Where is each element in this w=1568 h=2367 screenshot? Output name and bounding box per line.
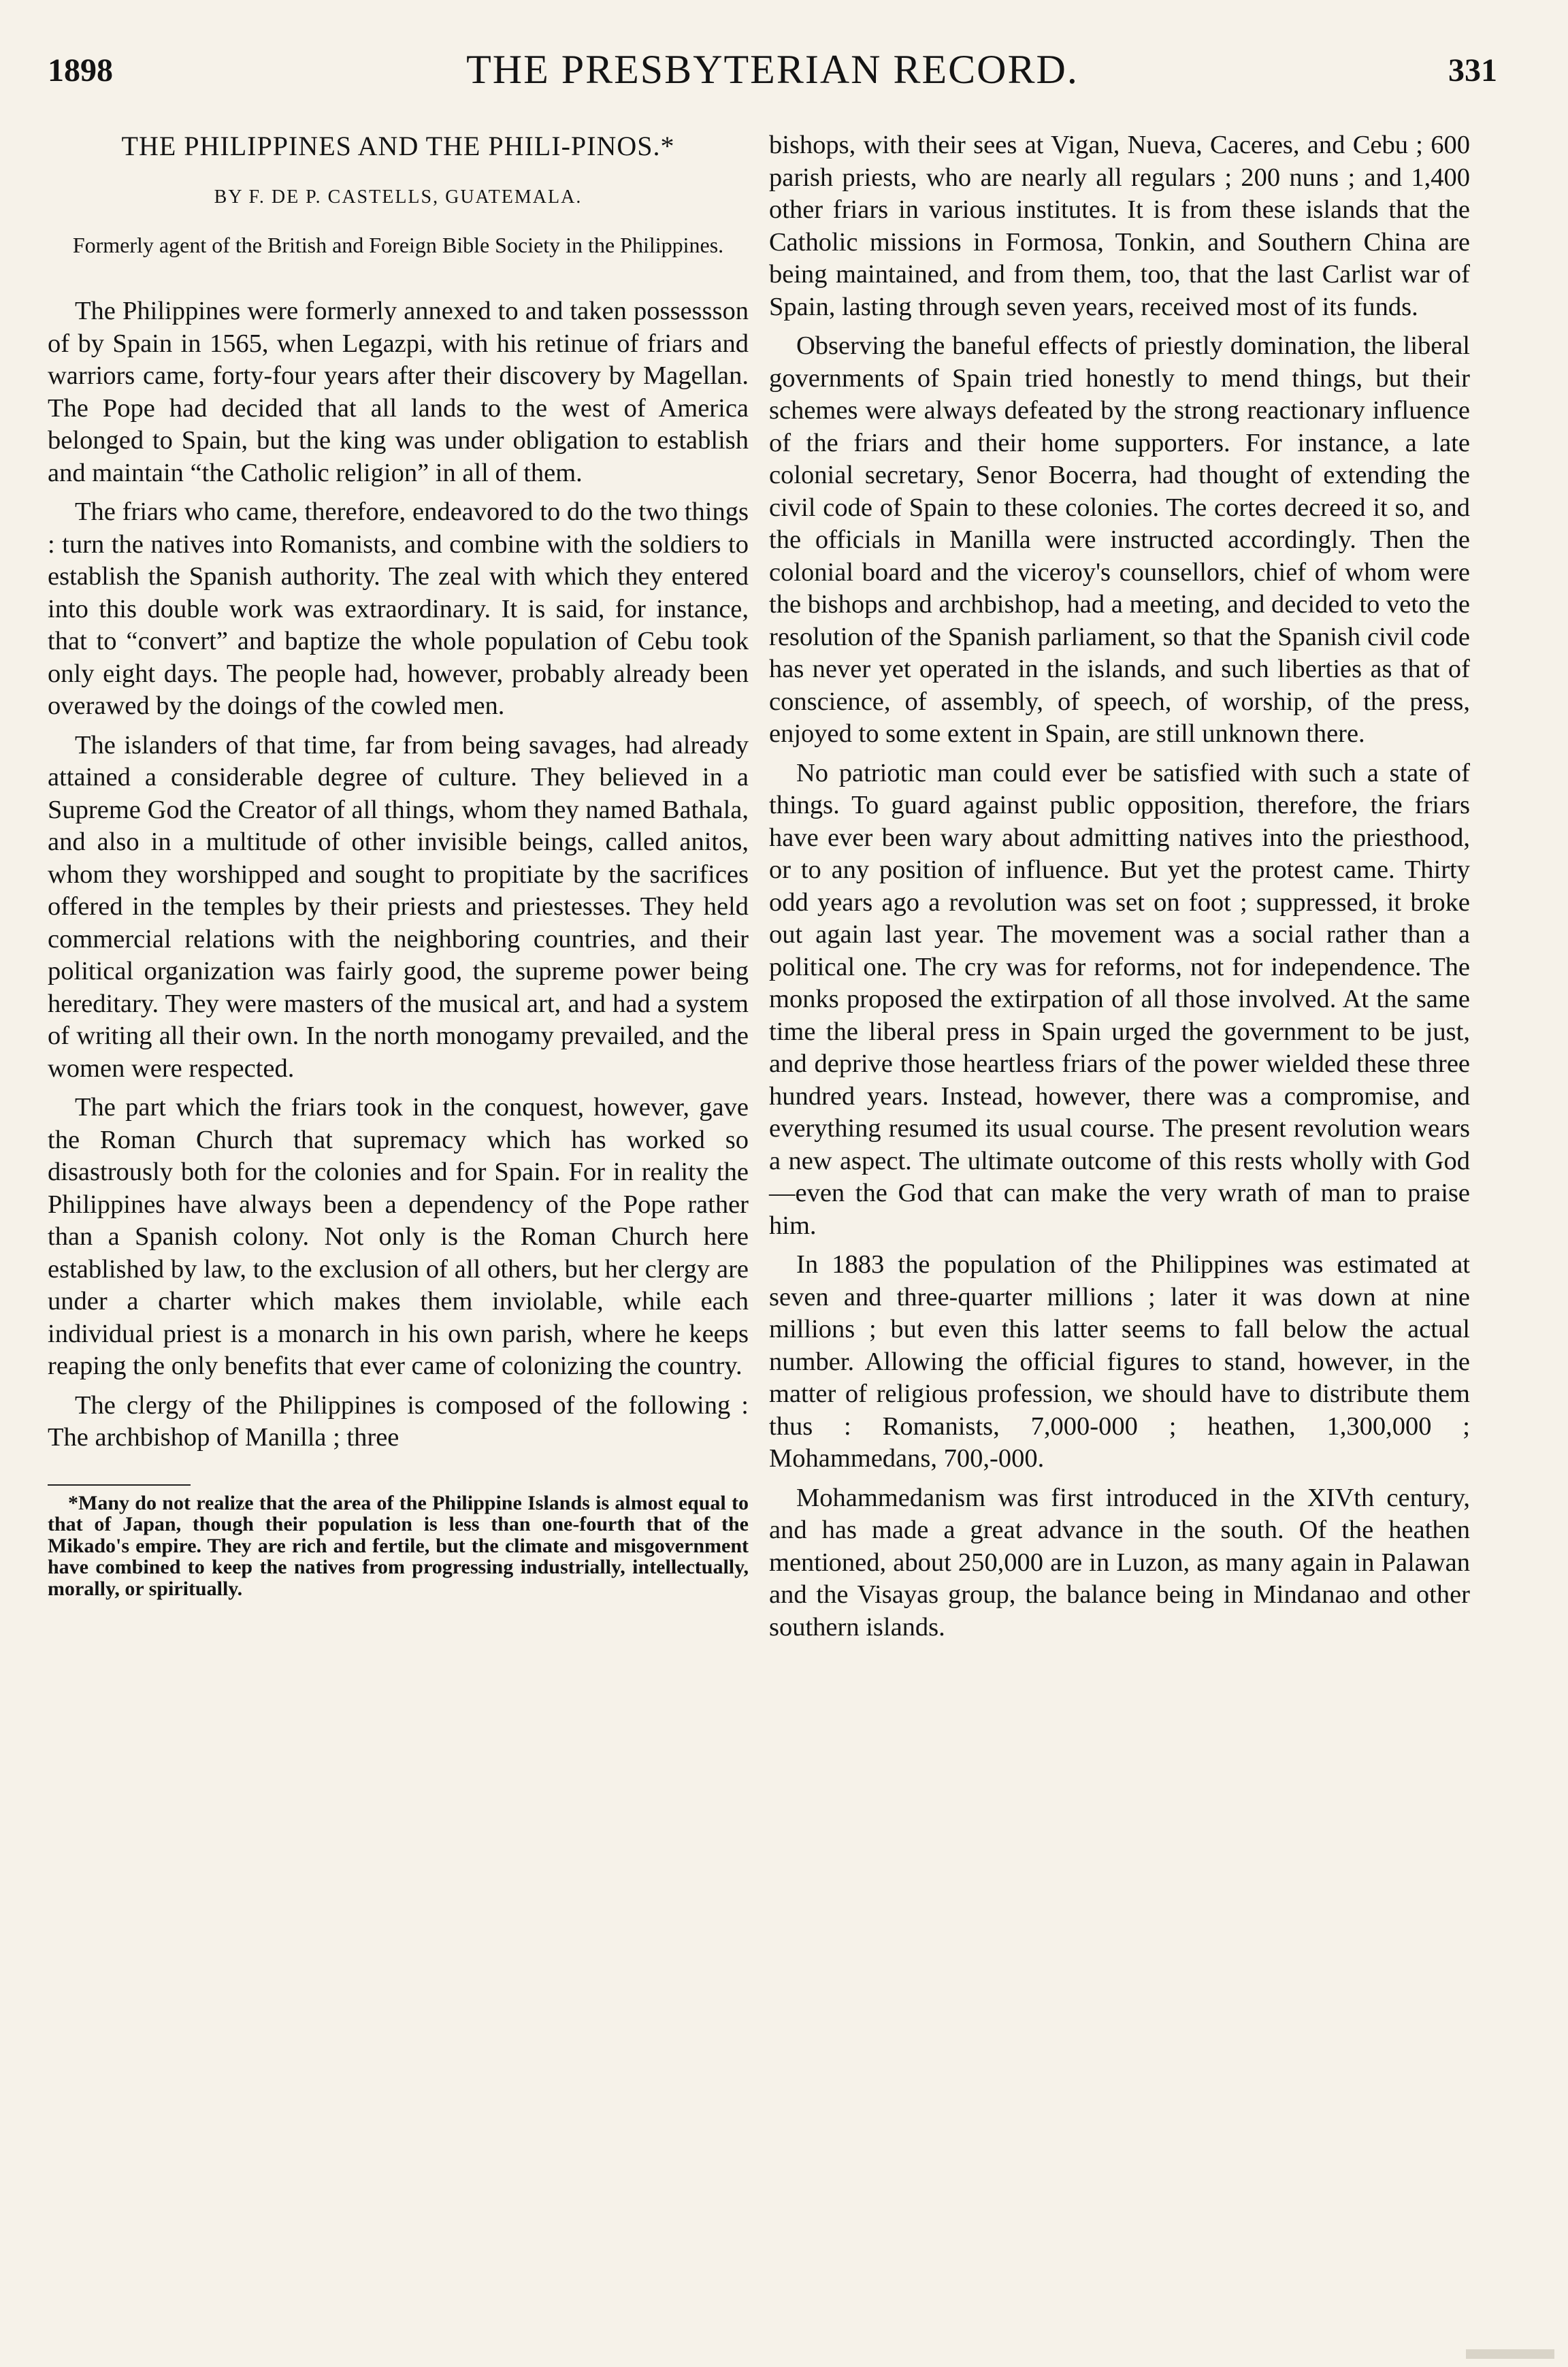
- paragraph: The islanders of that time, far from being savages, had already attained a considerable degree of culture. They believed in a Supreme God the Creator of all things, whom they named Bathala, and also in a multitude of other invisible beings, called anitos, whom they worshipped and sought to propitiate by the sacrifices offered in the temples by their priests and priestesses. They held commercial relations with the neighboring countries, and their political organization was fairly good, the supreme power being hereditary. They were masters of the musical art, and had a system of writing all their own. In the north monogamy prevailed, and the women were respected.: [48, 730, 749, 1083]
- article-byline: BY F. DE P. CASTELLS, GUATEMALA.: [214, 186, 583, 208]
- header-page-number: 331: [1448, 52, 1497, 88]
- paragraph: No patriotic man could ever be satisfied with such a state of things. To guard against public opposition, therefore, the friars have ever been wary about admitting natives into the priesthood, or to any position of influence. But yet the protest came. Thirty odd years ago a revolution was set on foot ; suppressed, it broke out again last year. The movement was a social rather than a political one. The cry was for reforms, not for independence. The monks proposed the extirpation of all those involved. At the same time the liberal press in Spain urged the government to be just, and deprive those heartless friars of the power wielded these three hundred years. Instead, however, there was a compromise, and everything resumed its usual course. The present revolution wears a new aspect. The ultimate outcome of this rests wholly with God—even the God that can make the very wrath of man to praise him.: [769, 758, 1470, 1240]
- paragraph: In 1883 the population of the Philippines was estimated at seven and three-quarter millions ; later it was down at nine millions ; but even this latter seems to fall below the actual number. Allowing the official figures to stand, however, in the matter of religious profession, we should have to distribute them thus : Romanists, 7,000-000 ; heathen, 1,300,000 ; Mohammedans, 700,-000.: [769, 1250, 1470, 1473]
- paragraph: The friars who came, therefore, endeavored to do the two things : turn the natives into Romanists, and combine with the soldiers to establish the Spanish authority. The zeal with which they entered into this double work was extraordinary. It is said, for instance, that to “convert” and baptize the whole population of Cebu took only eight days. The people had, however, probably already been overawed by the doings of the cowled men.: [48, 497, 749, 720]
- header-year: 1898: [48, 52, 113, 88]
- author-note: Formerly agent of the British and Foreign Bible Society in the Philippines.: [72, 233, 724, 257]
- right-column: [769, 129, 1470, 1644]
- paragraph: The clergy of the Philippines is composed of the following : The archbishop of Manilla ; three: [48, 1390, 749, 1452]
- footnote: *Many do not realize that the area of the Philippine Islands is almost equal to that of Japan, though their population is less than one-fourth that of the Mikado's empire. They are rich and fertile, but the climate and misgovernment have combined to keep the natives from progressing industrially, intellectually, morally, or spiritually.: [48, 1491, 749, 1600]
- page-header: [48, 46, 1497, 101]
- paragraph: bishops, with their sees at Vigan, Nueva, Caceres, and Cebu ; 600 parish priests, who are nearly all regulars ; 200 nuns ; and 1,400 other friars in various institutes. It is from these islands that the Catholic missions in Formosa, Tonkin, and Southern China are being maintained, and from them, too, that the last Carlist war of Spain, lasting through seven years, received most of its funds.: [769, 131, 1470, 321]
- paragraph: The part which the friars took in the conquest, however, gave the Roman Church that supremacy which has worked so disastrously both for the colonies and for Spain. For in reality the Philippines have always been a dependency of the Pope rather than a Spanish colony. Not only is the Roman Church here established by law, to the exclusion of all others, but her clergy are under a charter which makes them inviolable, while each individual priest is a monarch in his own parish, where he keeps reaping the only benefits that ever came of colonizing the country.: [48, 1093, 749, 1380]
- paragraph: Observing the baneful effects of priestly domination, the liberal governments of Spain tried honestly to mend things, but their schemes were always defeated by the strong reactionary influence of the friars and their home supporters. For instance, a late colonial secretary, Senor Bocerra, had thought of extending the civil code of Spain to these colonies. The cortes decreed it so, and the officials in Manilla were instructed accordingly. Then the colonial board and the viceroy's counsellors, chief of whom were the bishops and archbishop, had a meeting, and decided to veto the resolution of the Spanish parliament, so that the Spanish civil code has never yet operated in the islands, and such liberties as that of conscience, of assembly, of speech, of worship, of the press, enjoyed to some extent in Spain, are still unknown there.: [769, 331, 1470, 748]
- footnote-divider: [48, 1484, 191, 1486]
- paragraph: Mohammedanism was first introduced in the XIVth century, and has made a great advance in the south. Of the heathen mentioned, about 250,000 are in Luzon, as many again in Palawan and the Visayas group, the balance being in Mindanao and other southern islands.: [769, 1483, 1470, 1642]
- left-column: [48, 129, 749, 1599]
- paragraph: The Philippines were formerly annexed to and taken possessson of by Spain in 1565, when Legazpi, with his retinue of friars and warriors came, forty-four years after their discovery by Magellan. The Pope had decided that all lands to the west of America belonged to Spain, but the king was under obligation to establish and maintain “the Catholic religion” in all of them.: [48, 297, 749, 487]
- scan-mark-decoration: [1466, 2347, 1554, 2362]
- header-title: THE PRESBYTERIAN RECORD.: [466, 47, 1079, 92]
- article-title: THE PHILIPPINES AND THE PHILI-PINOS.*: [121, 131, 675, 161]
